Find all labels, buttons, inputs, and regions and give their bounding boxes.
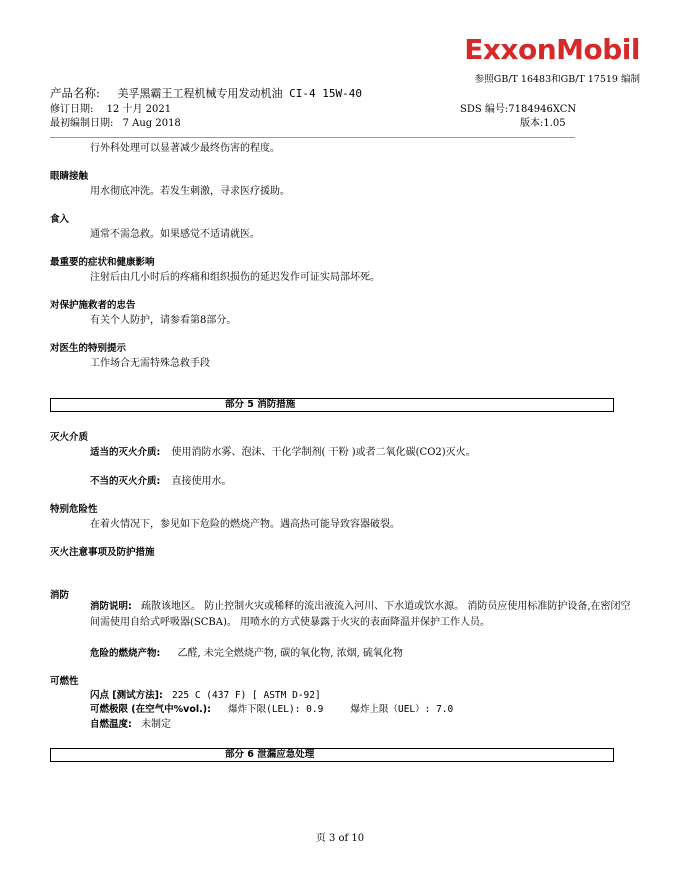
precautions-heading: 灭火注意事项及防护措施: [50, 547, 155, 558]
revised-value: 12 十月 2021: [106, 104, 172, 115]
fire-instructions: [90, 599, 635, 631]
unsuitable-text: 直接使用水。: [171, 476, 232, 487]
revised-label: 修订日期:: [50, 104, 94, 115]
symptoms-heading: 最重要的症状和健康影响: [50, 257, 155, 268]
first-label: 最初编制日期:: [50, 118, 114, 129]
eye-text: 用水彻底冲洗。若发生刺激，寻求医疗援助。: [90, 186, 290, 197]
product-name-row: [50, 85, 362, 101]
sds-label: SDS 编号:: [460, 104, 509, 115]
page-number: 页 3 of 10: [315, 833, 365, 844]
flam-heading: 可燃性: [50, 676, 79, 687]
version-label: 版本:: [520, 118, 544, 129]
section-6-banner: [50, 748, 614, 762]
protect-text: 有关个人防护，请参看第8部分。: [90, 315, 237, 326]
exxonmobil-logo: ExxonMobil: [464, 33, 640, 66]
product-name: 美孚黑霸王工程机械专用发动机油 CI-4 15W-40: [117, 87, 363, 100]
limits-uel: 爆炸上限（UEL）: 7.0: [350, 704, 454, 715]
fire-label: 消防说明:: [90, 601, 132, 612]
standards-note: 参照GB/T 16483和GB/T 17519 编制: [474, 74, 640, 85]
hazardous-text: 乙醛, 未完全燃烧产物, 碳的氧化物, 浓烟, 硫氧化物: [177, 648, 403, 659]
sds-number: [460, 100, 576, 115]
hazardous-products: [90, 644, 403, 659]
suitable-media: [90, 443, 476, 458]
first-date: [50, 114, 181, 129]
autoignition: [90, 715, 171, 730]
unsuitable-media: [90, 472, 232, 487]
flash-label: 闪点 [测试方法]:: [90, 690, 163, 701]
fire-text: 疏散该地区。 防止控制火灾或稀释的流出液流入河川、下水道或饮水源。 消防员应使用标准防护设备,在密闭空间需使用自给式呼吸器(SCBA)。 用喷水的方式使暴露于火灾的表面降温并保护工作人员。: [90, 601, 631, 628]
autoign-text: 未制定: [141, 719, 171, 730]
protect-heading: 对保护施救者的忠告: [50, 300, 136, 311]
doctor-text: 工作场合无需特殊急救手段: [90, 358, 210, 369]
fire-heading: 消防: [50, 590, 70, 601]
continued-text: 行外科处理可以显著减少最终伤害的程度。: [90, 143, 280, 154]
product-label: 产品名称:: [50, 86, 100, 100]
ingest-heading: 食入: [50, 214, 70, 225]
suitable-label: 适当的灭火介质:: [90, 447, 161, 458]
section-6-title: 部分 6 泄漏应急处理: [225, 749, 315, 760]
sds-value: 7184946XCN: [508, 104, 577, 115]
eye-heading: 眼睛接触: [50, 171, 89, 182]
media-heading: 灭火介质: [50, 432, 89, 443]
special-heading: 特别危险性: [50, 504, 98, 515]
special-text: 在着火情况下，参见如下危险的燃烧产物。遇高热可能导致容器破裂。: [90, 519, 400, 530]
revised-date: [50, 100, 171, 115]
section-5-banner: [50, 398, 614, 412]
hazardous-label: 危险的燃烧产物:: [90, 648, 161, 659]
first-value: 7 Aug 2018: [122, 118, 181, 129]
version: [520, 114, 566, 129]
flam-limits: [90, 701, 453, 715]
flash-text: 225 C (437 F) [ ASTM D-92]: [171, 690, 321, 701]
limits-label: 可燃极限 (在空气中%vol.):: [90, 704, 211, 715]
autoign-label: 自燃温度:: [90, 719, 132, 730]
unsuitable-label: 不当的灭火介质:: [90, 476, 161, 487]
section-5-title: 部分 5 消防措施: [225, 399, 296, 410]
doctor-heading: 对医生的特别提示: [50, 343, 127, 354]
ingest-text: 通常不需急救。如果感觉不适请就医。: [90, 229, 260, 240]
version-value: 1.05: [543, 118, 566, 129]
suitable-text: 使用消防水雾、泡沫、干化学制剂( 干粉 )或者二氧化碳(CO2)灭火。: [171, 447, 476, 458]
symptoms-text: 注射后由几小时后的疼痛和组织损伤的延迟发作可证实局部坏死。: [90, 272, 380, 283]
flash-point: [90, 687, 321, 701]
header-divider: [50, 137, 575, 138]
limits-lel: 爆炸下限(LEL): 0.9: [228, 704, 324, 715]
